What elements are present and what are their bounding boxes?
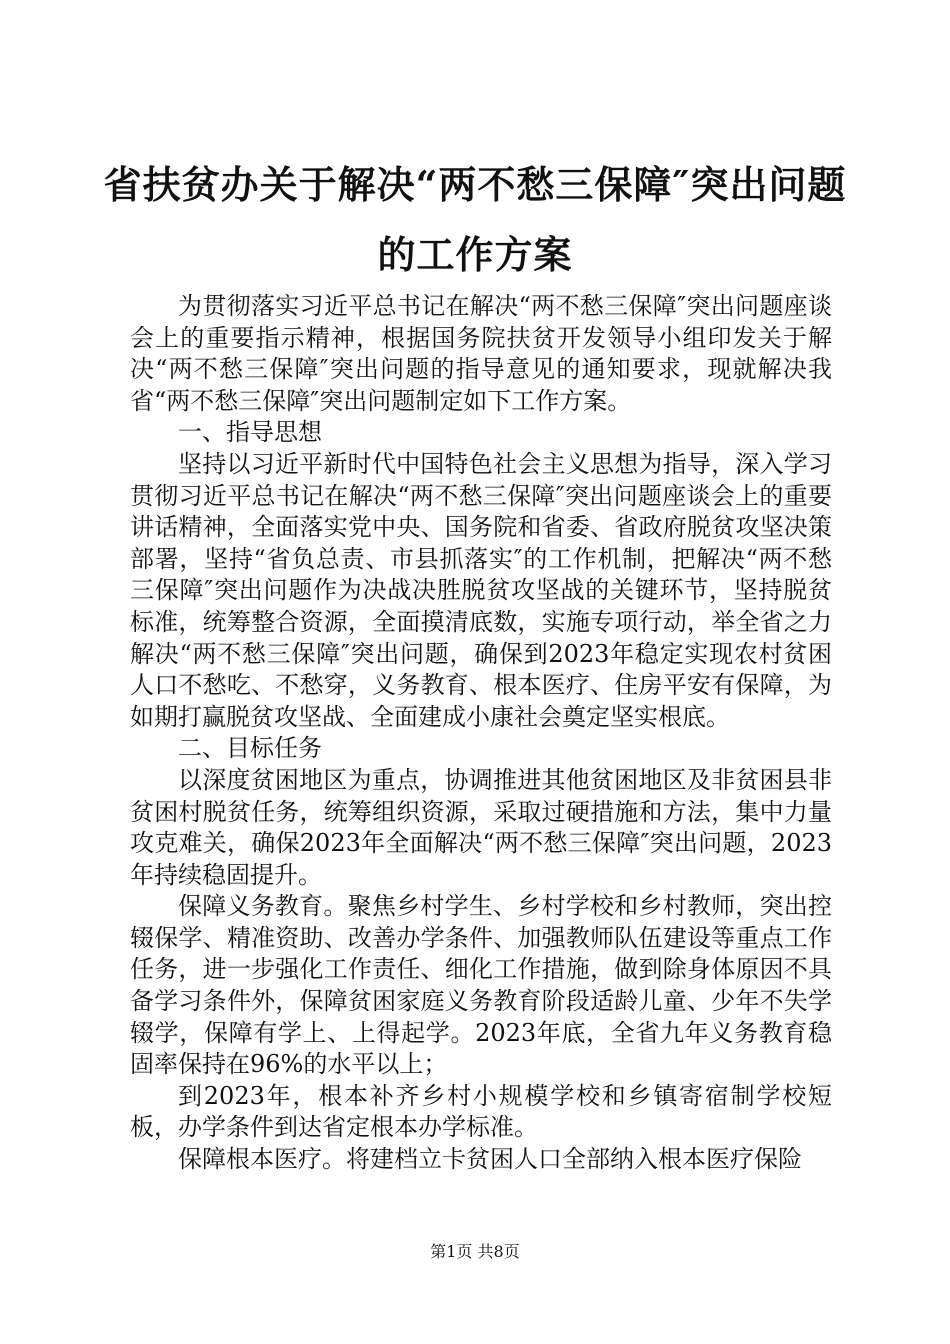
document-title	[100, 150, 850, 290]
paragraph-goals: 以深度贫困地区为重点，协调推进其他贫困地区及非贫困县非贫困村脱贫任务，统筹组织资源，采取过硬措施和方法，集中力量攻克难关，确保2023年全面解决“两不愁三保障″突出问题，2023年持续稳固提升。	[130, 765, 832, 889]
section-heading-guiding-ideology: 一、指导思想	[178, 418, 322, 447]
page-footer: 第1页 共8页	[430, 1242, 520, 1261]
title-line-1: 省扶贫办关于解决“两不愁三保障″突出问题	[103, 162, 847, 207]
document-body	[130, 291, 832, 1176]
paragraph-compulsory-education: 保障义务教育。聚焦乡村学生、乡村学校和乡村教师，突出控辍保学、精准资助、改善办学条件、加强教师队伍建设等重点工作任务，进一步强化工作责任、细化工作措施，做到除身体原因不具备学习条件外，保障贫困家庭义务教育阶段适龄儿童、少年不失学辍学，保障有学上、上得起学。2023年底，全省九年义务教育稳固率保持在96%的水平以上；	[130, 892, 832, 1079]
paragraph-guiding-ideology: 坚持以习近平新时代中国特色社会主义思想为指导，深入学习贯彻习近平总书记在解决“两不愁三保障″突出问题座谈会上的重要讲话精神，全面落实党中央、国务院和省委、省政府脱贫攻坚决策部署，坚持“省负总责、市县抓落实″的工作机制，把解决“两不愁三保障″突出问题作为决战决胜脱贫攻坚战的关键环节，坚持脱贫标准，统筹整合资源，全面摸清底数，实施专项行动，举全省之力解决“两不愁三保障″突出问题，确保到2023年稳定实现农村贫困人口不愁吃、不愁穿，义务教育、根本医疗、住房平安有保障，为如期打赢脱贫攻坚战、全面建成小康社会奠定坚实根底。	[130, 449, 832, 731]
paragraph-basic-medical: 保障根本医疗。将建档立卡贫困人口全部纳入根本医疗保险	[178, 1145, 802, 1174]
title-line-2: 的工作方案	[377, 232, 573, 277]
paragraph-intro: 为贯彻落实习近平总书记在解决“两不愁三保障″突出问题座谈会上的重要指示精神，根据国务院扶贫开发领导小组印发关于解决“两不愁三保障″突出问题的指导意见的通知要求，现就解决我省“两不愁三保障″突出问题制定如下工作方案。	[130, 292, 832, 415]
section-heading-goals-tasks: 二、目标任务	[178, 734, 322, 763]
paragraph-school-standards: 到2023年，根本补齐乡村小规模学校和乡镇寄宿制学校短板，办学条件到达省定根本办学标准。	[130, 1081, 832, 1142]
